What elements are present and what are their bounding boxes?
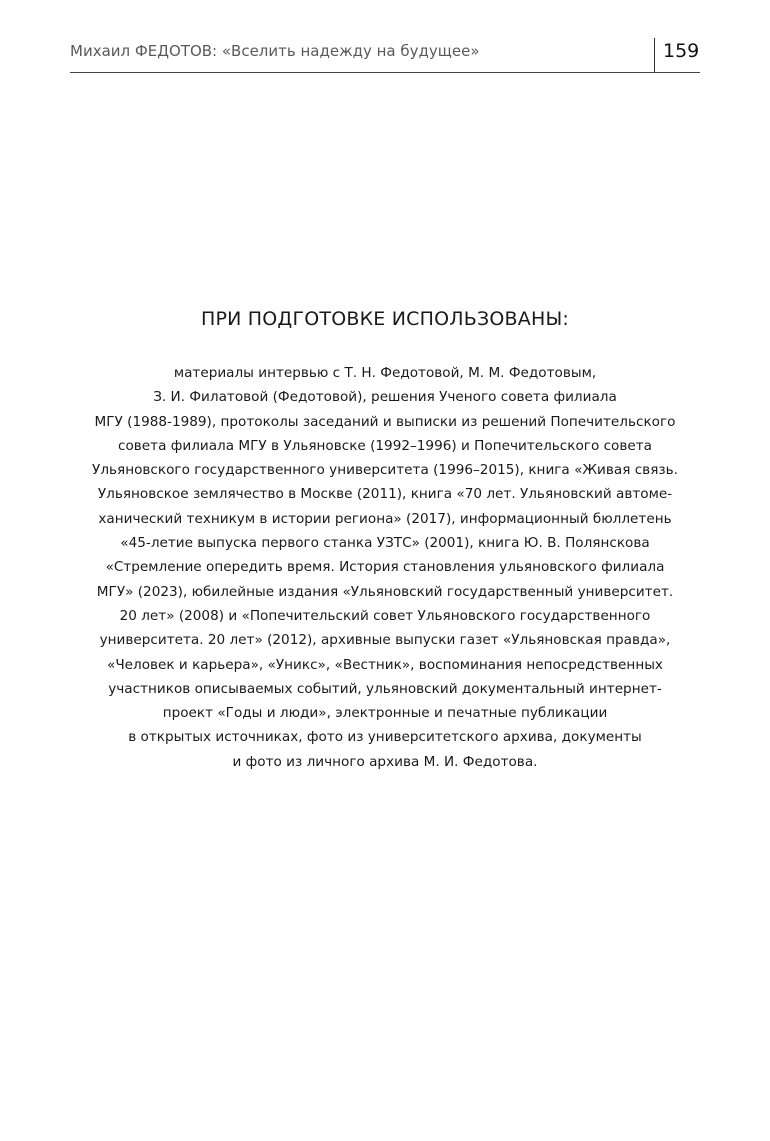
sources-paragraph — [55, 361, 715, 774]
sources-line: МГУ (1988-1989), протоколы заседаний и выписки из решений Попечительского — [94, 413, 676, 430]
sources-line: университета. 20 лет» (2012), архивные выпуски газет «Ульяновская правда», — [99, 632, 671, 649]
running-header — [70, 38, 700, 72]
sources-line: материалы интервью с Т. Н. Федотовой, М. М. Федотовым, — [173, 365, 597, 381]
page-number: 159 — [663, 40, 700, 62]
section-heading: ПРИ ПОДГОТОВКЕ ИСПОЛЬЗОВАНЫ: — [200, 308, 570, 330]
sources-line: МГУ» (2023), юбилейные издания «Ульяновский государственный университет. — [96, 583, 674, 600]
sources-line: Ульяновское землячество в Москве (2011), книга «70 лет. Ульяновский автоме- — [97, 486, 673, 503]
sources-line: 20 лет» (2008) и «Попечительский совет Ульяновского государственного — [119, 607, 651, 624]
sources-line: участников описываемых событий, ульяновский документальный интернет- — [108, 680, 662, 697]
sources-line: проект «Годы и люди», электронные и печатные публикации — [162, 705, 608, 722]
sources-line: З. И. Филатовой (Федотовой), решения Ученого совета филиала — [153, 389, 617, 406]
sources-line: в открытых источниках, фото из университетского архива, документы — [128, 729, 642, 746]
header-rule — [70, 72, 700, 73]
sources-line: «Стремление опередить время. История становления ульяновского филиала — [105, 559, 665, 576]
header-vertical-divider — [654, 38, 655, 72]
sources-line: «Человек и карьера», «Уникс», «Вестник», воспоминания непосредственных — [107, 656, 663, 673]
sources-line: и фото из личного архива М. И. Федотова. — [232, 753, 538, 770]
running-header-title: Михаил ФЕДОТОВ: «Вселить надежду на будущее» — [70, 42, 480, 60]
sources-line: совета филиала МГУ в Ульяновске (1992–1996) и Попечительского совета — [118, 437, 652, 454]
sources-line: ханический техникум в истории региона» (2017), информационный бюллетень — [98, 510, 672, 527]
sources-line: «45-летие выпуска первого станка УЗТС» (2001), книга Ю. В. Полянскова — [120, 535, 650, 552]
sources-line: Ульяновского государственного университета (1996–2015), книга «Живая связь. — [92, 462, 678, 479]
